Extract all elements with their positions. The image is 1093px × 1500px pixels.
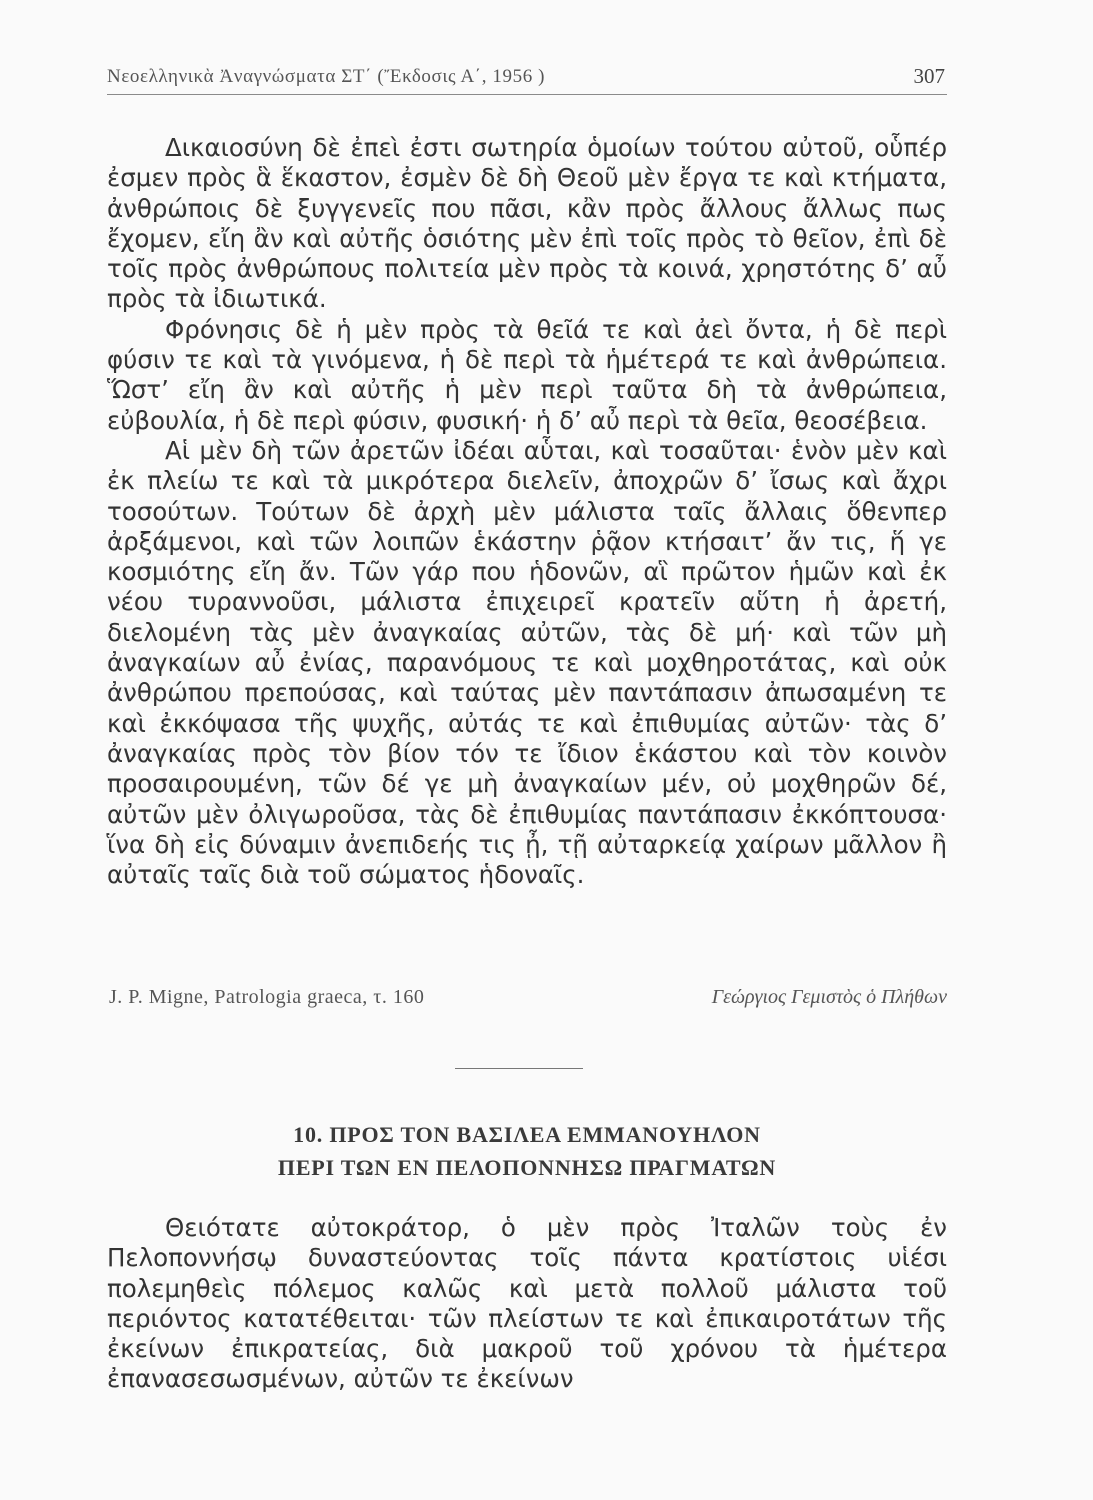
page-header [107,62,947,95]
source-line [107,986,947,1016]
paragraph-virtues: Αἱ μὲν δὴ τῶν ἀρετῶν ἰδέαι αὗται, καὶ τοσαῦται· ἑνὸν μὲν καὶ ἐκ πλείω τε καὶ τὰ μικρότερα διελεῖν, ἀποχρῶν δ’ ἴσως καὶ ἄχρι τοσούτων. Τούτων δὲ ἀρχὴ μὲν μάλιστα ταῖς ἄλλαις ὅθενπερ ἀρξάμενοι, καὶ τῶν λοιπῶν ἑκάστην ῥᾷον κτήσαιτ’ ἄν τις, ἥ γε κοσμιότης εἴη ἄν. Τῶν γάρ που ἡδονῶν, αἳ πρῶτον ἡμῶν καὶ ἐκ νέου τυραννοῦσι, μάλιστα ἐπιχειρεῖ κρατεῖν αὕτη ἡ ἀρετή, διελομένη τὰς μὲν ἀναγκαίας αὐτῶν, τὰς δὲ μή· καὶ τῶν μὴ ἀναγκαίων αὖ ἐνίας, παρανόμους τε καὶ μοχθηροτάτας, καὶ οὐκ ἀνθρώπου πρεπούσας, καὶ ταύτας μὲν παντάπασιν ἀπωσαμένη τε καὶ ἐκκόψασα τῆς ψυχῆς, αὐτάς τε καὶ ἐπιθυμίας αὐτῶν· τὰς δ’ ἀναγκαίας πρὸς τὸν βίον τόν τε ἴδιον ἑκάστου καὶ τὸν κοινὸν προσαιρουμένη, τῶν δέ γε μὴ ἀναγκαίων μέν, οὐ μοχθηρῶν δέ, αὐτῶν μὲν ὀλιγωροῦσα, τὰς δὲ ἐπιθυμίας παντάπασιν ἐκκόπτουσα· ἵνα δὴ εἰς δύναμιν ἀνεπιδεής τις ᾖ, τῇ αὐταρκείᾳ χαίρων μᾶλλον ἢ αὐταῖς ταῖς διὰ τοῦ σώματος ἡδοναῖς. [107,435,947,890]
section-heading-line-2: ΠΕΡΙ ΤΩΝ ΕΝ ΠΕΛΟΠΟΝΝΗΣΩ ΠΡΑΓΜΑΤΩΝ [277,1155,777,1180]
paragraph-emperor: Θειότατε αὐτοκράτορ, ὁ μὲν πρὸς Ἰταλῶν τοὺς ἐν Πελοποννήσῳ δυναστεύοντας τοῖς πάντα κρατίστοις υἱέσι πολεμηθεὶς πόλεμος καλῶς καὶ μετὰ πολλοῦ μάλιστα τοῦ περιόντος κατατέθειται· τῶν πλείστων τε καὶ ἐπικαιροτάτων τῆς ἐκείνων ἐπικρατείας, διὰ μακροῦ τοῦ χρόνου τὰ ἡμέτερα ἐπανασεσωσμένων, αὐτῶν τε ἐκείνων [107,1213,947,1394]
page-number: 307 [913,64,945,88]
source-author: Γεώργιος Γεμιστὸς ὁ Πλήθων [711,986,947,1008]
source-citation: J. P. Migne, Patrologia graeca, τ. 160 [109,986,425,1008]
paragraph-justice: Δικαιοσύνη δὲ ἐπεὶ ἐστι σωτηρία ὁμοίων τούτου αὐτοῦ, οὗπέρ ἐσμεν πρὸς ἃ ἕκαστον, ἐσμὲν δὲ δὴ Θεοῦ μὲν ἔργα τε καὶ κτήματα, ἀνθρώποις δὲ ξυγγενεῖς που πᾶσι, κἂν πρὸς ἄλλους ἄλλως πως ἔχομεν, εἴη ἂν καὶ αὐτῆς ὁσιότης μὲν ἐπὶ τοῖς πρὸς τὸ θεῖον, ἐπὶ δὲ τοῖς πρὸς ἀνθρώπους πολιτεία μὲν πρὸς τὰ κοινά, χρηστότης δ’ αὖ πρὸς τὰ ἰδιωτικά. [107,133,947,314]
running-title: Νεοελληνικὰ Ἀναγνώσματα ΣΤ΄ (Ἔκδοσις Α΄, 1956 ) [107,66,546,87]
section-text-block [107,1213,947,1395]
main-text-block [107,133,947,890]
paragraph-prudence: Φρόνησις δὲ ἡ μὲν πρὸς τὰ θεῖά τε καὶ ἀεὶ ὄντα, ἡ δὲ περὶ φύσιν τε καὶ τὰ γινόμενα, ἡ δὲ περὶ τὰ ἡμέτερά τε καὶ ἀνθρώπεια. Ὥστ’ εἴη ἂν καὶ αὐτῆς ἡ μὲν περὶ ταῦτα δὴ τὰ ἀνθρώπεια, εὐβουλία, ἡ δὲ περὶ φύσιν, φυσική· ἡ δ’ αὖ περὶ τὰ θεῖα, θεοσέβεια. [107,314,947,435]
section-divider [455,1068,583,1069]
section-heading-line-1: 10. ΠΡΟΣ ΤΟΝ ΒΑΣΙΛΕΑ ΕΜΜΑΝΟΥΗΛΟΝ [293,1122,761,1147]
